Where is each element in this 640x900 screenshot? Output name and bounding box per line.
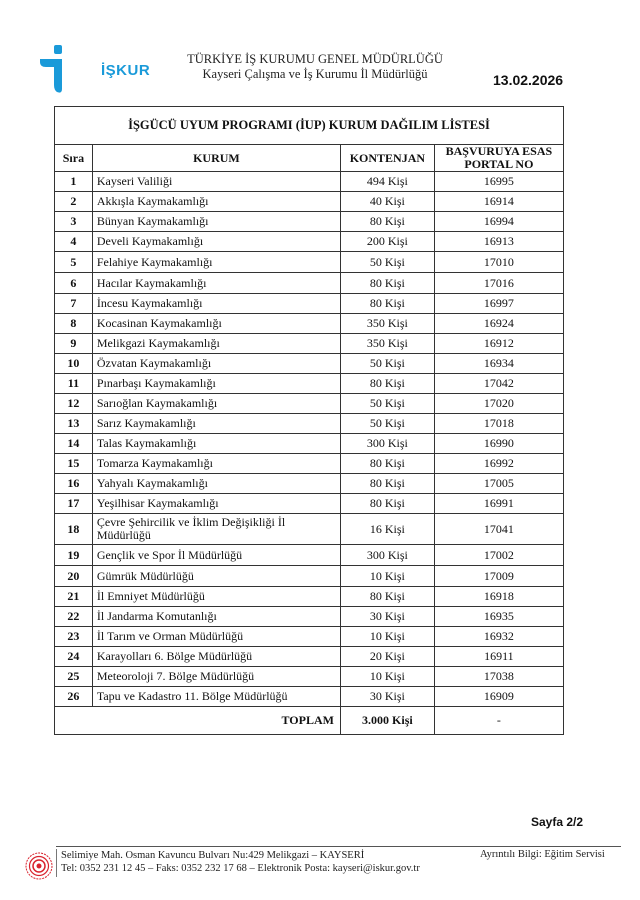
row-kontenjan: 80 Kişi	[340, 273, 434, 294]
row-number: 21	[55, 587, 93, 607]
row-portal-no: 17002	[434, 545, 563, 566]
row-kurum: Felahiye Kaymakamlığı	[92, 252, 340, 273]
footer-info: Ayrıntılı Bilgi: Eğitim Servisi	[480, 849, 605, 860]
row-kurum: Gümrük Müdürlüğü	[92, 566, 340, 587]
row-kurum: Sarıoğlan Kaymakamlığı	[92, 394, 340, 414]
table-row	[55, 566, 564, 587]
row-number: 23	[55, 627, 93, 647]
row-kontenjan: 80 Kişi	[340, 587, 434, 607]
row-kontenjan: 80 Kişi	[340, 212, 434, 232]
row-portal-no: 17041	[434, 514, 563, 545]
row-kurum: Pınarbaşı Kaymakamlığı	[92, 374, 340, 394]
row-number: 11	[55, 374, 93, 394]
footer-contact: Tel: 0352 231 12 45 – Faks: 0352 232 17 68 – Elektronik Posta: kayseri@iskur.gov.tr	[61, 863, 420, 874]
table-row	[55, 232, 564, 252]
table-row	[55, 647, 564, 667]
row-portal-no: 16992	[434, 454, 563, 474]
table-row	[55, 334, 564, 354]
col-kurum: KURUM	[92, 145, 340, 172]
row-portal-no: 16997	[434, 294, 563, 314]
table-body	[55, 172, 564, 707]
table-row	[55, 192, 564, 212]
col-portal-line1: BAŞVURUYA ESAS	[445, 144, 553, 158]
row-number: 12	[55, 394, 93, 414]
row-number: 22	[55, 607, 93, 627]
row-portal-no: 16994	[434, 212, 563, 232]
row-kontenjan: 80 Kişi	[340, 454, 434, 474]
row-kurum: Çevre Şehircilik ve İklim Değişikliği İl Müdürlüğü	[92, 514, 340, 545]
table-row	[55, 273, 564, 294]
row-number: 13	[55, 414, 93, 434]
row-portal-no: 16914	[434, 192, 563, 212]
col-portal-line2: PORTAL NO	[464, 157, 534, 171]
row-number: 26	[55, 687, 93, 707]
row-kontenjan: 80 Kişi	[340, 294, 434, 314]
row-number: 8	[55, 314, 93, 334]
row-kurum: Tomarza Kaymakamlığı	[92, 454, 340, 474]
logo-text: İŞKUR	[101, 62, 151, 79]
row-portal-no: 17042	[434, 374, 563, 394]
row-kontenjan: 10 Kişi	[340, 667, 434, 687]
table-row	[55, 434, 564, 454]
table-row	[55, 607, 564, 627]
row-kurum: Hacılar Kaymakamlığı	[92, 273, 340, 294]
footer-address: Selimiye Mah. Osman Kavuncu Bulvarı Nu:429 Melikgazi – KAYSERİ	[61, 850, 365, 861]
row-portal-no: 16935	[434, 607, 563, 627]
row-portal-no: 17020	[434, 394, 563, 414]
org-line-1: TÜRKİYE İŞ KURUMU GENEL MÜDÜRLÜĞÜ	[187, 52, 443, 66]
row-kontenjan: 16 Kişi	[340, 514, 434, 545]
row-kurum: İncesu Kaymakamlığı	[92, 294, 340, 314]
row-portal-no: 16913	[434, 232, 563, 252]
row-kurum: Tapu ve Kadastro 11. Bölge Müdürlüğü	[92, 687, 340, 707]
table-row	[55, 414, 564, 434]
iskur-logo-icon	[38, 45, 68, 95]
total-kontenjan: 3.000 Kişi	[340, 707, 434, 735]
row-number: 9	[55, 334, 93, 354]
col-portal-no	[434, 145, 563, 172]
row-portal-no: 16991	[434, 494, 563, 514]
row-kontenjan: 80 Kişi	[340, 374, 434, 394]
distribution-table	[54, 106, 564, 735]
row-kontenjan: 350 Kişi	[340, 334, 434, 354]
row-kurum: Yeşilhisar Kaymakamlığı	[92, 494, 340, 514]
footer-address-block	[61, 849, 420, 875]
row-kurum: Develi Kaymakamlığı	[92, 232, 340, 252]
total-row	[55, 707, 564, 735]
org-header	[150, 52, 480, 82]
table-row	[55, 454, 564, 474]
row-portal-no: 16924	[434, 314, 563, 334]
row-kontenjan: 50 Kişi	[340, 252, 434, 273]
row-number: 4	[55, 232, 93, 252]
table-row	[55, 374, 564, 394]
row-portal-no: 16932	[434, 627, 563, 647]
row-number: 14	[55, 434, 93, 454]
row-number: 24	[55, 647, 93, 667]
row-portal-no: 17038	[434, 667, 563, 687]
row-number: 19	[55, 545, 93, 566]
row-number: 1	[55, 172, 93, 192]
row-portal-no: 17016	[434, 273, 563, 294]
table-row	[55, 212, 564, 232]
row-kontenjan: 50 Kişi	[340, 354, 434, 374]
row-number: 3	[55, 212, 93, 232]
row-kurum: Sarız Kaymakamlığı	[92, 414, 340, 434]
row-portal-no: 16912	[434, 334, 563, 354]
row-kontenjan: 50 Kişi	[340, 394, 434, 414]
col-kontenjan: KONTENJAN	[340, 145, 434, 172]
table-row	[55, 514, 564, 545]
table-row	[55, 252, 564, 273]
row-number: 15	[55, 454, 93, 474]
row-kontenjan: 30 Kişi	[340, 607, 434, 627]
seal-icon	[25, 852, 53, 880]
row-kontenjan: 350 Kişi	[340, 314, 434, 334]
row-number: 25	[55, 667, 93, 687]
row-kontenjan: 494 Kişi	[340, 172, 434, 192]
table-row	[55, 667, 564, 687]
row-portal-no: 16934	[434, 354, 563, 374]
row-kontenjan: 200 Kişi	[340, 232, 434, 252]
page-number: Sayfa 2/2	[531, 815, 584, 829]
col-sira: Sıra	[55, 145, 93, 172]
table-title: İŞGÜCÜ UYUM PROGRAMI (İUP) KURUM DAĞILIM LİSTESİ	[55, 107, 564, 145]
row-kurum: İl Tarım ve Orman Müdürlüğü	[92, 627, 340, 647]
row-kurum: Bünyan Kaymakamlığı	[92, 212, 340, 232]
table-row	[55, 587, 564, 607]
row-kurum: Özvatan Kaymakamlığı	[92, 354, 340, 374]
total-label: TOPLAM	[55, 707, 341, 735]
footer-divider	[56, 849, 57, 877]
row-kurum: İl Emniyet Müdürlüğü	[92, 587, 340, 607]
row-number: 16	[55, 474, 93, 494]
row-portal-no: 16911	[434, 647, 563, 667]
table-row	[55, 474, 564, 494]
footer-rule	[56, 846, 621, 847]
row-kurum: Kocasinan Kaymakamlığı	[92, 314, 340, 334]
row-portal-no: 17010	[434, 252, 563, 273]
row-kontenjan: 10 Kişi	[340, 627, 434, 647]
row-portal-no: 16995	[434, 172, 563, 192]
row-number: 7	[55, 294, 93, 314]
row-kontenjan: 50 Kişi	[340, 414, 434, 434]
row-kurum: Karayolları 6. Bölge Müdürlüğü	[92, 647, 340, 667]
row-number: 18	[55, 514, 93, 545]
row-kontenjan: 30 Kişi	[340, 687, 434, 707]
row-portal-no: 17018	[434, 414, 563, 434]
table-row	[55, 354, 564, 374]
row-kontenjan: 300 Kişi	[340, 434, 434, 454]
row-kurum: Kayseri Valiliği	[92, 172, 340, 192]
row-number: 20	[55, 566, 93, 587]
row-kontenjan: 300 Kişi	[340, 545, 434, 566]
row-portal-no: 16909	[434, 687, 563, 707]
document-date: 13.02.2026	[493, 72, 564, 88]
table-row	[55, 314, 564, 334]
table-row	[55, 627, 564, 647]
table-row	[55, 294, 564, 314]
table-header-row	[55, 145, 564, 172]
table-row	[55, 687, 564, 707]
table-row	[55, 394, 564, 414]
table-row	[55, 545, 564, 566]
total-portal: -	[434, 707, 563, 735]
row-kurum: Talas Kaymakamlığı	[92, 434, 340, 454]
row-kontenjan: 80 Kişi	[340, 494, 434, 514]
row-kurum: Melikgazi Kaymakamlığı	[92, 334, 340, 354]
row-number: 2	[55, 192, 93, 212]
row-portal-no: 17009	[434, 566, 563, 587]
row-number: 10	[55, 354, 93, 374]
row-portal-no: 16918	[434, 587, 563, 607]
table-row	[55, 172, 564, 192]
row-kontenjan: 40 Kişi	[340, 192, 434, 212]
row-portal-no: 16990	[434, 434, 563, 454]
row-portal-no: 17005	[434, 474, 563, 494]
row-kontenjan: 10 Kişi	[340, 566, 434, 587]
org-line-2: Kayseri Çalışma ve İş Kurumu İl Müdürlüğü	[202, 67, 428, 81]
row-kurum: Yahyalı Kaymakamlığı	[92, 474, 340, 494]
row-kurum: Gençlik ve Spor İl Müdürlüğü	[92, 545, 340, 566]
row-kurum: İl Jandarma Komutanlığı	[92, 607, 340, 627]
row-kontenjan: 80 Kişi	[340, 474, 434, 494]
row-number: 17	[55, 494, 93, 514]
row-number: 6	[55, 273, 93, 294]
row-kurum: Meteoroloji 7. Bölge Müdürlüğü	[92, 667, 340, 687]
iskur-logo	[38, 45, 151, 95]
row-kontenjan: 20 Kişi	[340, 647, 434, 667]
row-kurum: Akkışla Kaymakamlığı	[92, 192, 340, 212]
table-row	[55, 494, 564, 514]
row-number: 5	[55, 252, 93, 273]
